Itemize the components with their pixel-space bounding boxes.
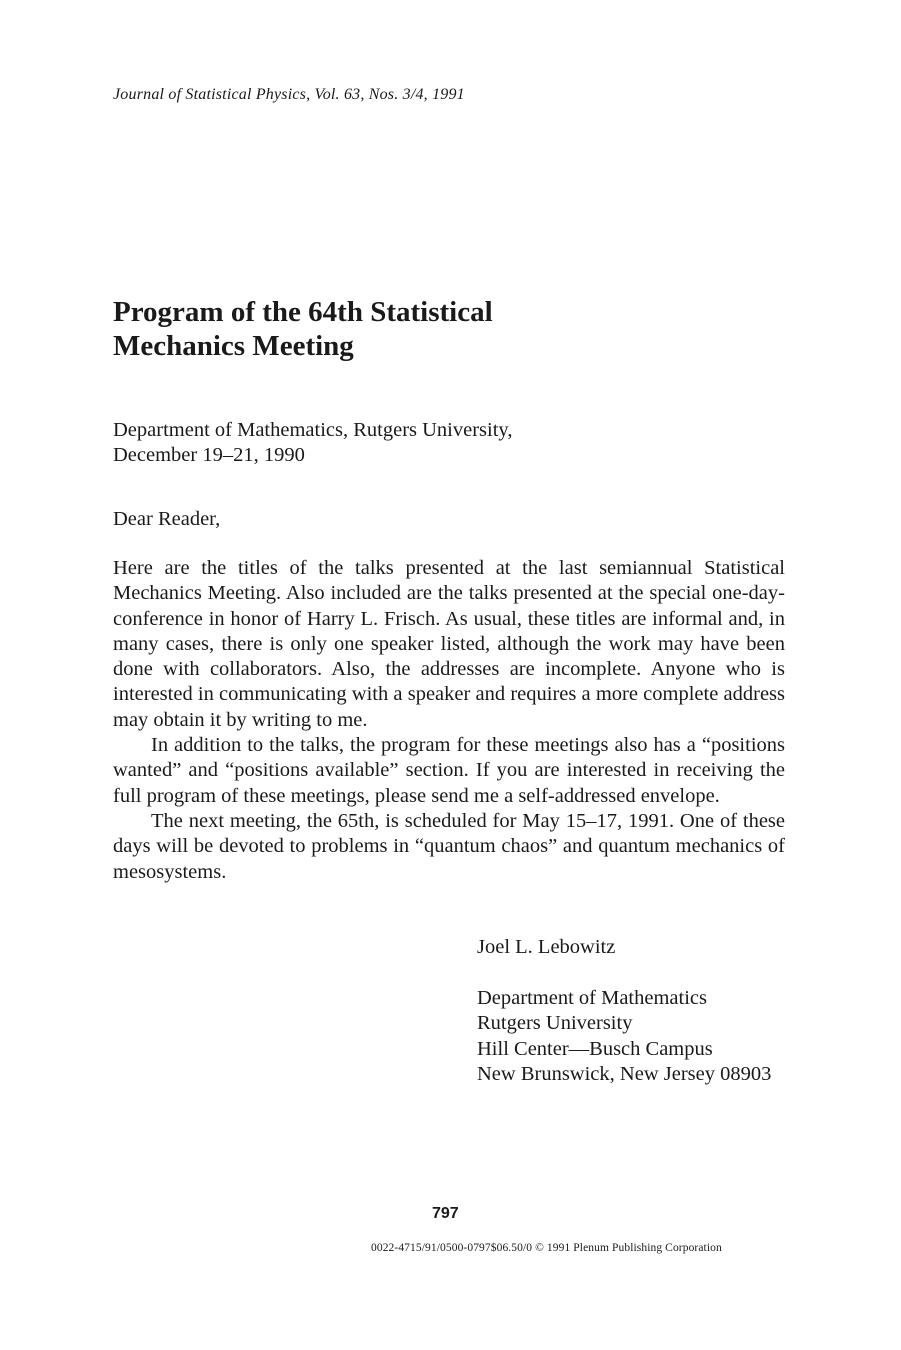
article-title (113, 295, 633, 363)
copyright-line: 0022-4715/91/0500-0797$06.50/0 © 1991 Plenum Publishing Corporation (371, 1242, 722, 1254)
affiliation-block (113, 418, 512, 468)
salutation: Dear Reader, (113, 508, 221, 530)
letter-paragraph-1: Here are the titles of the talks presented at the last semiannual Statistical Mechanics Meeting. Also included are the talks presented at the special one-day-conference in honor of Harry L. Frisch. As usual, these titles are informal and, in many cases, there is only one speaker listed, although the work may have been done with collaborators. Also, the addresses are incomplete. Anyone who is interested in communicating with a speaker and requires a more complete address may obtain it by writing to me. (113, 557, 785, 731)
affiliation-department: Department of Mathematics, Rutgers University, (113, 419, 513, 441)
affiliation-date: December 19–21, 1990 (113, 444, 305, 466)
address-line-1: Department of Mathematics (477, 987, 707, 1009)
article-title-line-2: Mechanics Meeting (113, 330, 354, 362)
journal-header: Journal of Statistical Physics, Vol. 63, Nos. 3/4, 1991 (113, 86, 465, 103)
page-number: 797 (432, 1205, 459, 1222)
address-block (477, 986, 771, 1087)
letter-body (113, 556, 785, 885)
address-line-3: Hill Center—Busch Campus (477, 1037, 713, 1060)
article-title-line-1: Program of the 64th Statistical (113, 296, 493, 328)
address-line-2: Rutgers University (477, 1012, 633, 1035)
signature-name: Joel L. Lebowitz (477, 936, 616, 958)
letter-paragraph-2: In addition to the talks, the program for these meetings also has a “positions wanted” and “positions available” section. If you are interested in receiving the full program of these meetings, please send me a self-addressed envelope. (113, 734, 785, 807)
address-line-4: New Brunswick, New Jersey 08903 (477, 1062, 772, 1085)
letter-paragraph-3: The next meeting, the 65th, is scheduled for May 15–17, 1991. One of these days will be devoted to problems in “quantum chaos” and quantum mechanics of mesosystems. (113, 809, 785, 883)
